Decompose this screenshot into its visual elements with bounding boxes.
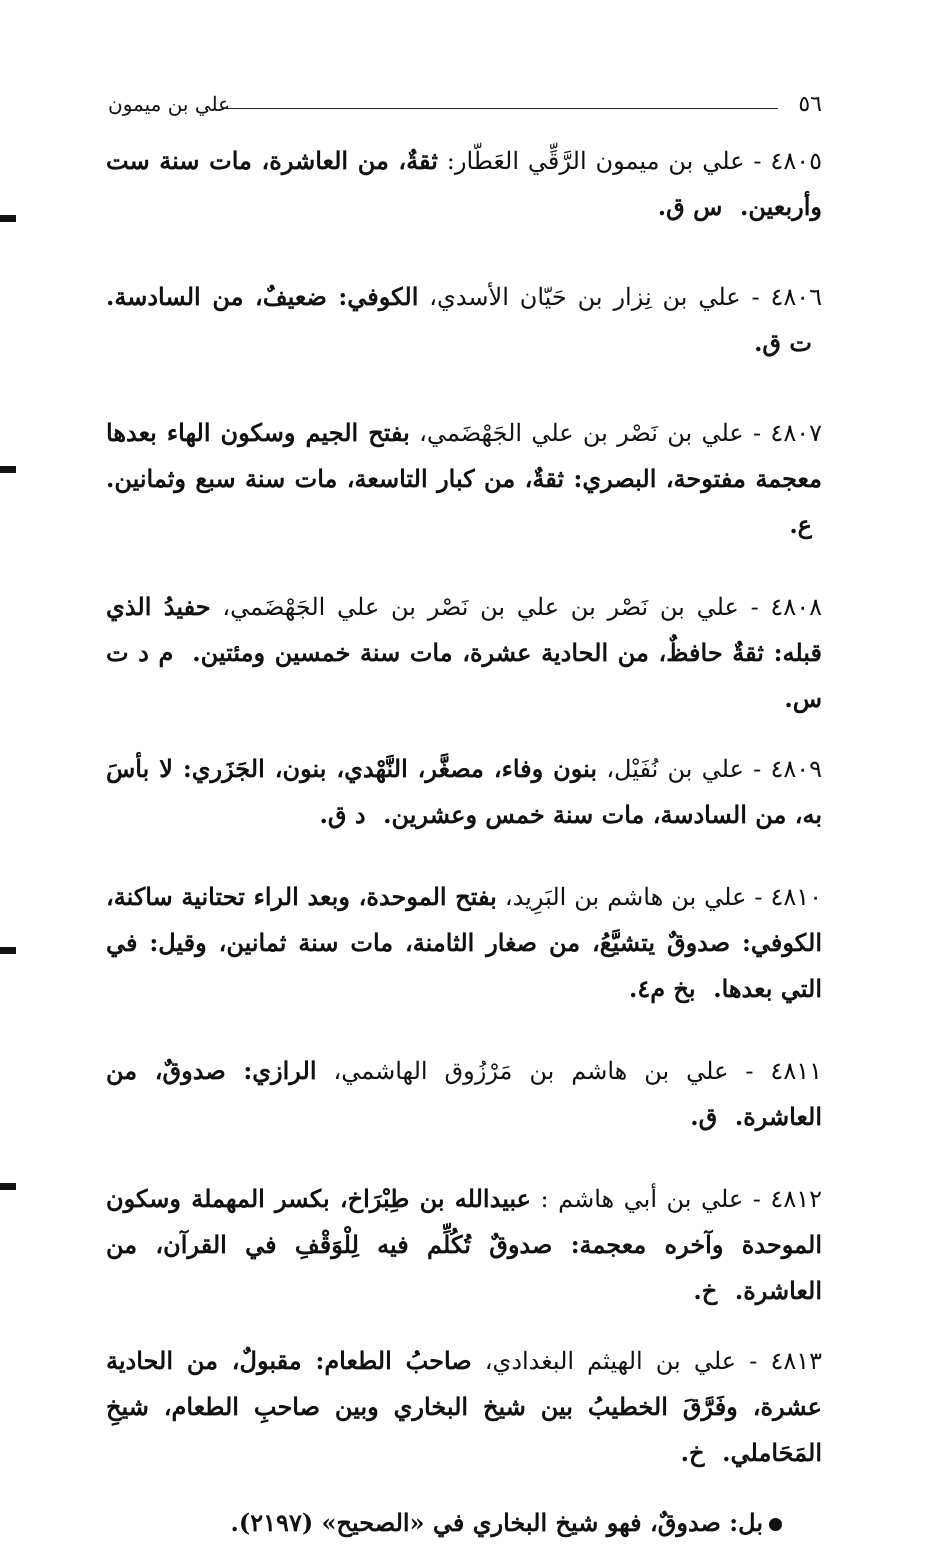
header-title: علي بن ميمون	[108, 92, 231, 116]
entry-name: علي بن أبي هاشم :	[540, 1185, 744, 1213]
entry-text: بنون وفاء، مصغَّر، النَّهْدي، بنون، الجَزَري: لا بأسَ به، من السادسة، مات سنة خمس وعشرين.	[106, 754, 822, 829]
entry-text: صاحبُ الطعام: مقبولٌ، من الحادية عشرة، وفَرَّقَ الخطيبُ بين شيخ البخاري وبين صاحبِ الطعام، شيخِ المَحَاملي.	[106, 1346, 822, 1467]
entry-codes: س ق.	[657, 192, 723, 221]
entry: ٤٨١١ - علي بن هاشم بن مَرْزُوق الهاشمي، الرازي: صدوقٌ، من العاشرة. ق.	[106, 1056, 822, 1131]
entry-text: الكوفي: ضعيفٌ، من السادسة.	[106, 282, 419, 311]
entry-text: حفيدُ الذي قبله: ثقةٌ حافظٌ، من الحادية عشرة، مات سنة خمسين ومئتين.	[106, 592, 822, 667]
entry-name: علي بن الهيثم البغدادي،	[484, 1347, 737, 1375]
entry-number: ٤٨٠٦	[770, 283, 823, 311]
entry: ٤٨٠٨ - علي بن نَصْر بن علي بن نَصْر بن علي الجَهْضَمي، حفيدُ الذي قبله: ثقةٌ حافظٌ، من الحادية عشرة، مات سنة خمسين ومئتين. م د ت س.	[106, 592, 822, 713]
scan-edge-mark	[0, 1183, 16, 1190]
running-header	[108, 92, 822, 122]
entry-codes: د ق.	[319, 800, 366, 829]
entry-text: الرازي: صدوقٌ، من العاشرة.	[106, 1056, 822, 1131]
entry: ٤٨١٠ - علي بن هاشم بن البَرِيد، بفتح الموحدة، وبعد الراء تحتانية ساكنة، الكوفي: صدوقٌ يتشيَّعُ، من صغار الثامنة، مات سنة ثمانين، وقيل: في التي بعدها. بخ م٤.	[106, 882, 822, 1003]
entry-name: علي بن هاشم بن مَرْزُوق الهاشمي،	[333, 1057, 729, 1085]
entry-codes: ق.	[690, 1102, 718, 1131]
entry-number: ٤٨٠٨	[770, 593, 822, 621]
entry-name: علي بن ميمون الرَّقِّي العَطّار:	[446, 147, 745, 175]
scan-edge-mark	[0, 947, 16, 954]
entry-name: علي بن نَصْر بن علي بن نَصْر بن علي الجَهْضَمي،	[222, 593, 739, 621]
entry-number: ٤٨٠٩	[770, 755, 822, 783]
entry-name: علي بن نِزار بن حَيّان الأسدي،	[429, 283, 741, 311]
editor-note	[106, 1500, 822, 1546]
bullet-icon	[769, 1518, 782, 1531]
entry-name: علي بن نُفَيْل،	[606, 755, 744, 783]
entry-text: عبيدالله بن طِبْرَاخ، بكسر المهملة وسكون الموحدة وآخره معجمة: صدوقٌ تُكُلِّم فيه لِلْوَقْفِ في القرآن، من العاشرة.	[106, 1184, 822, 1305]
entry-number: ٤٨١١	[770, 1057, 822, 1085]
entry-number: ٤٨٠٥	[770, 147, 822, 175]
entry: ٤٨٠٦ - علي بن نِزار بن حَيّان الأسدي، الكوفي: ضعيفٌ، من السادسة. ت ق.	[106, 282, 823, 357]
entries-list	[106, 138, 822, 1546]
entry-codes: م د ت س.	[106, 638, 822, 713]
scan-edge-mark	[0, 215, 16, 222]
scan-edge-mark	[0, 466, 16, 473]
entry-number: ٤٨٠٧	[770, 419, 822, 447]
entry-codes: خ.	[693, 1276, 718, 1305]
note-text: بل: صدوقٌ، فهو شيخ البخاري في «الصحيح» (٢١٩٧).	[230, 1508, 763, 1537]
entry-text: بفتح الموحدة، وبعد الراء تحتانية ساكنة، الكوفي: صدوقٌ يتشيَّعُ، من صغار الثامنة، مات سنة ثمانين، وقيل: في التي بعدها.	[106, 882, 822, 1003]
entry-codes: ع.	[789, 510, 812, 539]
entry-text: بفتح الجيم وسكون الهاء بعدها معجمة مفتوحة، البصري: ثقةٌ، من كبار التاسعة، مات سنة سبع وثمانين.	[106, 418, 822, 493]
entry: ٤٨١٢ - علي بن أبي هاشم : عبيدالله بن طِبْرَاخ، بكسر المهملة وسكون الموحدة وآخره معجمة: صدوقٌ تُكُلِّم فيه لِلْوَقْفِ في القرآن، من العاشرة. خ.	[106, 1184, 822, 1305]
entry: ٤٨٠٥ - علي بن ميمون الرَّقِّي العَطّار: ثقةٌ، من العاشرة، مات سنة ست وأربعين. س ق.	[106, 146, 822, 221]
entry-codes: بخ م٤.	[628, 974, 696, 1003]
entry-codes: خ.	[680, 1438, 705, 1467]
entry-codes: ت ق.	[754, 328, 812, 357]
entry: ٤٨٠٩ - علي بن نُفَيْل، بنون وفاء، مصغَّر، النَّهْدي، بنون، الجَزَري: لا بأسَ به، من السادسة، مات سنة خمس وعشرين. د ق.	[106, 754, 822, 829]
entry-number: ٤٨١٠	[770, 883, 822, 911]
page-number: ٥٦	[798, 92, 822, 117]
entry-number: ٤٨١٣	[770, 1347, 822, 1375]
header-rule	[226, 108, 778, 109]
entry: ٤٨١٣ - علي بن الهيثم البغدادي، صاحبُ الطعام: مقبولٌ، من الحادية عشرة، وفَرَّقَ الخطيبُ بين شيخ البخاري وبين صاحبِ الطعام، شيخِ المَحَاملي. خ.	[106, 1346, 822, 1467]
entry-name: علي بن نَصْر بن علي الجَهْضَمي،	[419, 419, 744, 447]
entry: ٤٨٠٧ - علي بن نَصْر بن علي الجَهْضَمي، بفتح الجيم وسكون الهاء بعدها معجمة مفتوحة، البصري: ثقةٌ، من كبار التاسعة، مات سنة سبع وثمانين. ع.	[106, 418, 822, 539]
entry-text: ثقةٌ، من العاشرة، مات سنة ست وأربعين.	[106, 146, 822, 221]
entry-number: ٤٨١٢	[770, 1185, 822, 1213]
entry-name: علي بن هاشم بن البَرِيد،	[504, 883, 747, 911]
